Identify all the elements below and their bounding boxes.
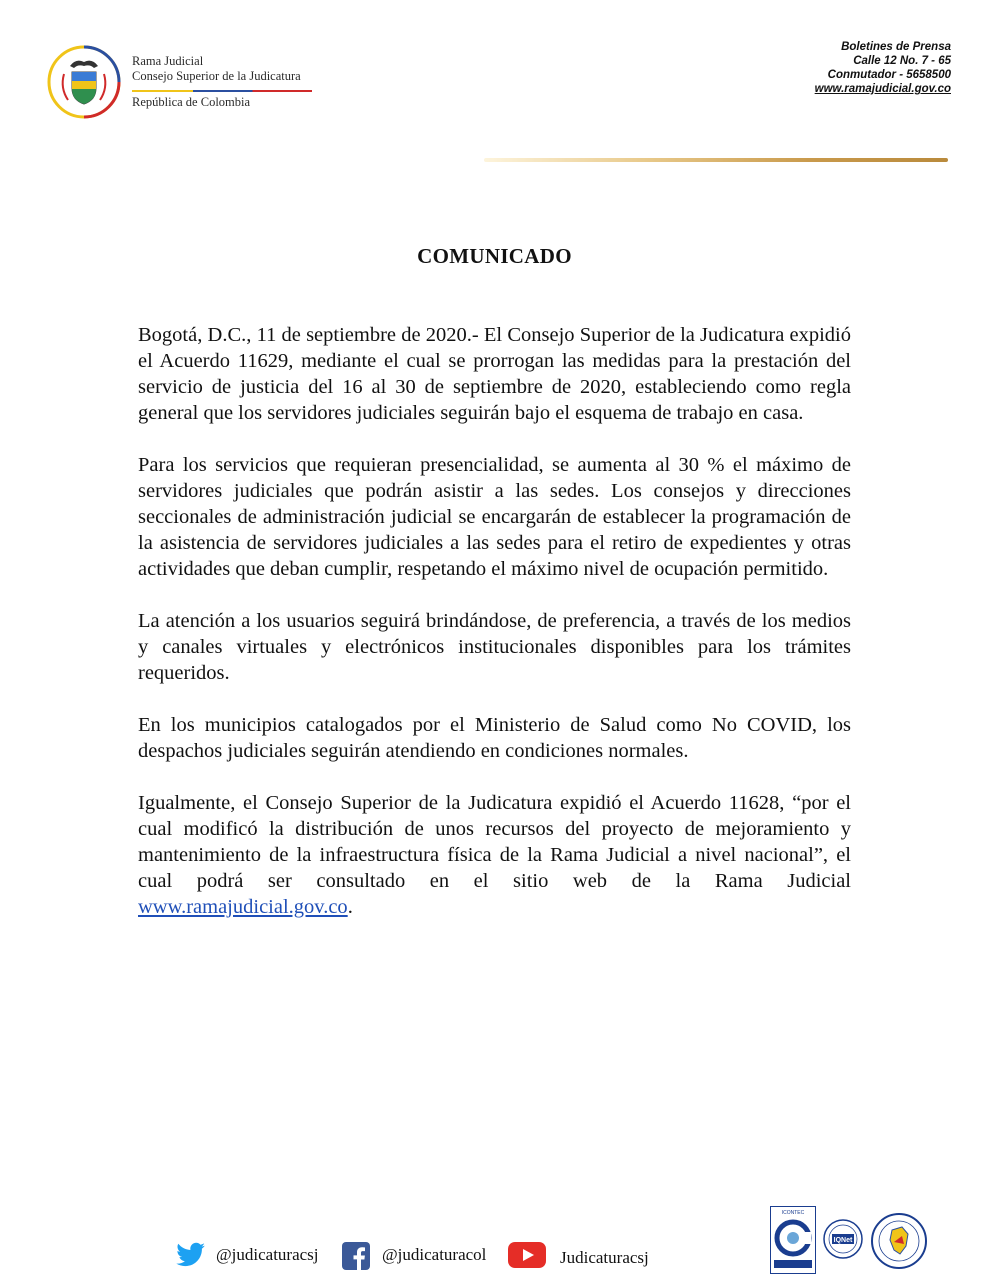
- paragraph-5: [138, 790, 851, 920]
- website-link[interactable]: www.ramajudicial.gov.co: [138, 896, 348, 918]
- paragraph-4: En los municipios catalogados por el Ministerio de Salud como No COVID, los despachos judiciales seguirán atendiendo en condiciones normales.: [138, 714, 851, 762]
- youtube-handle: Judicaturacsj: [560, 1248, 649, 1267]
- twitter-handle: @judicaturacsj: [216, 1245, 319, 1264]
- certification-seals: [770, 1206, 930, 1274]
- document-title: COMUNICADO: [417, 244, 572, 268]
- paragraph-3: La atención a los usuarios seguirá brindándose, de preferencia, a través de los medios y canales virtuales y electrónicos institucionales disponibles para los trámites requeridos.: [138, 610, 851, 684]
- paragraph-1: Bogotá, D.C., 11 de septiembre de 2020.- El Consejo Superior de la Judicatura expidió el Acuerdo 11629, mediante el cual se prorrogan las medidas para la prestación del servicio de justicia del 16 al 30 de septiembre de 2020, estableciendo como regla general que los servidores judiciales seguirán bajo el esquema de trabajo en casa.: [138, 324, 851, 424]
- certified-band: [774, 1260, 812, 1268]
- org-line-1: Rama Judicial: [132, 54, 204, 68]
- press-line-address: Calle 12 No. 7 - 65: [853, 55, 951, 67]
- press-line-bulletins: Boletines de Prensa: [841, 41, 951, 53]
- org-line-3: República de Colombia: [132, 95, 251, 109]
- facebook-icon: [342, 1242, 370, 1270]
- facebook-handle: @judicaturacol: [382, 1245, 487, 1264]
- icontec-logo-icon: [773, 1218, 813, 1258]
- twitter-icon: [176, 1242, 206, 1268]
- colombia-quality-seal-icon: [870, 1212, 928, 1270]
- iqnet-seal-icon: [822, 1218, 864, 1260]
- institution-logo: [46, 42, 321, 122]
- youtube-icon: [508, 1242, 546, 1268]
- icontec-label: ICONTEC: [781, 1210, 805, 1216]
- document-body: [138, 322, 851, 946]
- paragraph-2: Para los servicios que requieran presencialidad, se aumenta al 30 % el máximo de servidores judiciales que podrán asistir a las sedes. Los consejos y direcciones seccionales de administración judicial se encargarán de establecer la programación de la asistencia de servidores judiciales a las sedes para el retiro de expedientes y otras actividades que deban cumplir, respetando el máximo nivel de ocupación permitido.: [138, 454, 851, 580]
- press-contact-block: [815, 40, 951, 96]
- icontec-certification-seal: [770, 1206, 816, 1274]
- press-line-phone: Conmutador - 5658500: [827, 69, 951, 81]
- paragraph-5-end: .: [347, 896, 353, 918]
- header-divider: [484, 158, 948, 162]
- paragraph-5-text: Igualmente, el Consejo Superior de la Judicatura expidió el Acuerdo 11628, “por el cual modificó la distribución de unos recursos del proyecto de mejoramiento y mantenimiento de la infraestructura física de la Rama Judicial a nivel nacional”, el cual podrá ser consultado en el sitio web de la Rama Judicial: [138, 792, 851, 892]
- press-line-website[interactable]: www.ramajudicial.gov.co: [814, 83, 951, 95]
- coat-of-arms-icon: [46, 44, 122, 120]
- tricolor-rule: [132, 90, 312, 92]
- institution-name: [132, 54, 301, 109]
- iqnet-label: IQNet: [833, 1237, 853, 1244]
- org-line-2: Consejo Superior de la Judicatura: [132, 69, 301, 83]
